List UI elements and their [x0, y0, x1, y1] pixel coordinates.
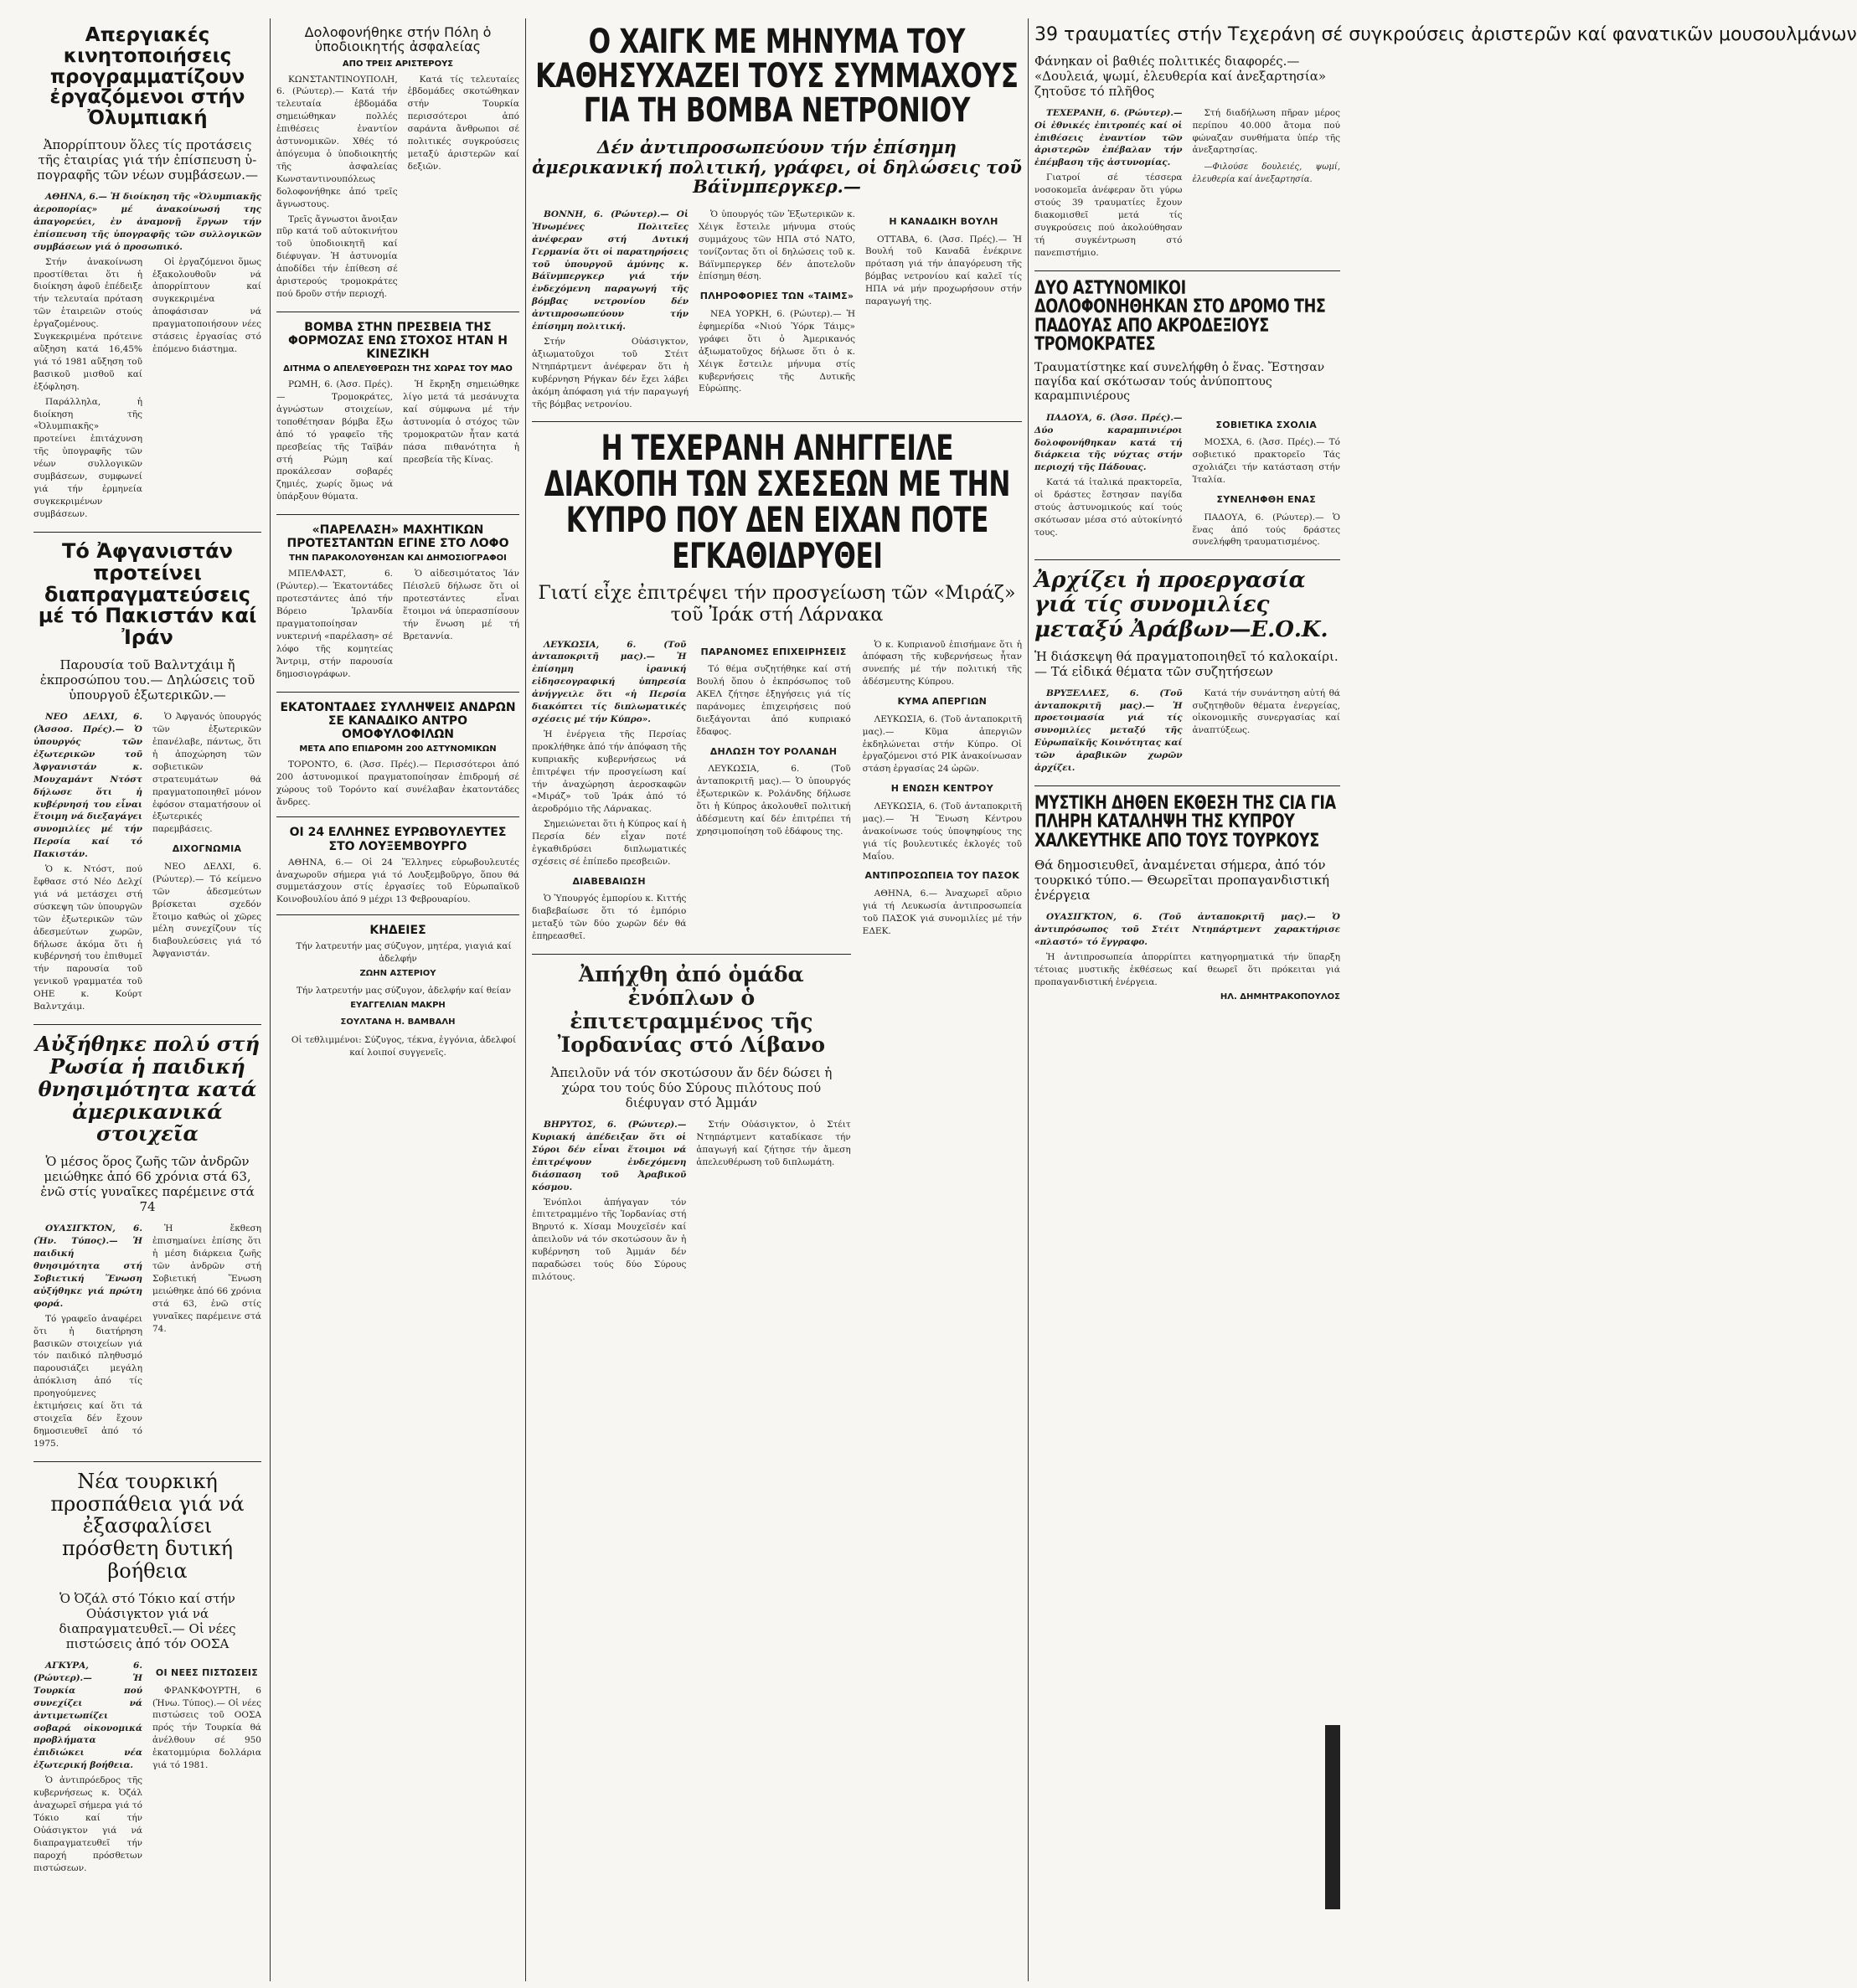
headline-olympic-strikes: Απεργιακές κινητοποιήσεις προγραμματίζουν ἐργαζόμενοι στήν Ὀλυμπιακή: [49, 24, 245, 130]
divider: [34, 1461, 261, 1462]
article-paragraph: Κατά τά ἰταλικά πρακτορεῖα, οἱ δράστες ἔστησαν παγίδα στούς ἀστυνομικούς καί τούς σκότωσαν μέσα στό αὐτοκίνητό τους.: [1034, 477, 1183, 538]
center-section: [532, 25, 1022, 1976]
divider: [532, 954, 851, 955]
section-subhead: ΠΑΡΑΝΟΜΕΣ ΕΠΙΧΕΙΡΗΣΕΙΣ: [700, 646, 847, 657]
article-paragraph: ΝΕΟ ΔΕΛΧΙ, 6. (Ρώυτερ).— Τό κείμενο τῶν ἀδεσμεύτων βρίσκεται σχεδόν ἕτοιμο καθώς οἱ χῶρες μέλη συνεχίζουν τίς διαβουλεύσεις γιά τό Ἀφγανιστάν.: [152, 861, 261, 960]
article-lead: ΑΘΗΝΑ, 6.— Ἡ διοίκηση τῆς «Ὀλυμπιακῆς ἀεροπορίας» μέ ἀνακοίνωσή της ἀπαγορεύει, ἐν ἀναμονῇ ἔργων τήν ἐπίσπευση τῆς ὑπογραφῆς τῶν συλλογικῶν συμβάσεων γιά ὁ προσωπικό.: [34, 192, 261, 252]
article-lead: ΠΑΔΟΥΑ, 6. (Ἀσσ. Πρές).— Δύο καραμπινιέροι δολοφονήθηκαν κατά τή διάρκεια τῆς νύχτας στήν περιοχή τῆς Πάδουας.: [1034, 412, 1183, 473]
subheadline-istanbul: ΑΠΟ ΤΡΕΙΣ ΑΡΙΣΤΕΡΟΥΣ: [342, 59, 454, 69]
page-edge-shadow: [1325, 1725, 1340, 1909]
article-tehran-clashes: [1034, 107, 1340, 262]
section-subhead: ΚΥΜΑ ΑΠΕΡΓΙΩΝ: [897, 696, 988, 708]
section-subhead: ΑΝΤΙΠΡΟΣΩΠΕΙΑ ΤΟΥ ΠΑΣΟΚ: [864, 870, 1020, 882]
funeral-name: ΖΩΗΝ ΑΣΤΕΡΙΟΥ: [359, 969, 436, 979]
article-lead: ΝΕΟ ΔΕΛΧΙ, 6. (Ἀσσοσ. Πρές).— Ὁ ὑπουργός τῶν ἐξωτερικῶν τοῦ Ἀφγανιστάν κ. Μουχαμάντ Ντόστ δήλωσε ὅτι ἡ κυβέρνησή του εἶναι ἕτοιμη νά διεξαγάγει συνομιλίες μέ τήν Περσία καί τό Πακιστάν.: [34, 712, 142, 860]
article-paragraph: ΚΩΝΣΤΑΝΤΙΝΟΥΠΟΛΗ, 6. (Ρώυτερ).— Κατά τήν τελευταία ἐβδομάδα σημειώθηκαν πολλές ἐπιθέσεις ἐναντίον ἀστυνομικῶν. Χθές τό ἀπόγευμα ὁ ὑποδιοικητής τῆς ἀσφαλείας Κωνσταντινουπόλεως δολοφονήθηκε ἀπό τρεῖς ἄγνωστους.: [276, 74, 398, 209]
article-russia: [34, 1223, 261, 1452]
article-paragraph: Κατά τίς τελευταίες ἑβδομάδες σκοτώθηκαν στήν Τουρκία περισσότεροι ἀπό σαράντα ἄνθρωποι σέ πολιτικές συγκρούσεις μεταξύ ἀριστερῶν καί δεξιῶν.: [407, 74, 519, 172]
funeral-name: ΣΟΥΛΤΑΝΑ Η. ΒΑΜΒΑΛΗ: [340, 1017, 456, 1027]
article-paragraph: ΛΕΥΚΩΣΙΑ, 6. (Τοῦ ἀνταποκριτῆ μας).— Ὁ ὑπουργός ἐξωτερικῶν κ. Ρολάνδης δήλωσε ὅτι ἡ Κύπρος ἀκολουθεῖ πολιτική ἀδέσμευτη καί δέν ἐπιτρέπει τή χρησιμοποίηση τοῦ ἐδάφους της.: [696, 764, 851, 837]
article-paragraph: ΑΘΗΝΑ, 6.— Οἱ 24 Ἕλληνες εὐρωβουλευτές ἀναχωροῦν σήμερα γιά τό Λουξεμβοῦργο, ὅπου θά συμμετάσχουν στίς ἐργασίες τοῦ Εὐρωπαϊκοῦ Κοινοβουλίου ἀπό 9 μέχρι 13 Φεβρουαρίου.: [276, 857, 519, 905]
section-subhead: ΔΙΧΟΓΝΩΜΙΑ: [172, 843, 242, 855]
article-paragraph: Στήν ἀνακοίνωση προστίθεται ὅτι ἡ διοίκηση ἀφοῦ ἐπέδειξε τήν τελευταία πρόταση τῶν ἑταιρειῶν στούς ἐργαζομένους. Συγκεκριμένα πρότεινε αὔξηση κατά 16,45% γιά τό 1981 αὔξηση τοῦ βασικοῦ μισθοῦ καί ἐξόφληση.: [34, 256, 142, 392]
article-haig: [532, 209, 1022, 414]
article-paragraph: ΛΕΥΚΩΣΙΑ, 6. (Τοῦ ἀνταποκριτῆ μας).— Κῦμα ἀπεργιῶν ἐκδηλώνεται στήν Κύπρο. Οἱ ἐργαζόμενοι στό ΡΙΚ ἀνακοίνωσαν στάση ἐργασίας 24 ὡρῶν.: [862, 713, 1022, 775]
funeral-name: ΕΥΑΓΓΕΛΙΑΝ ΜΑΚΡΗ: [350, 1001, 446, 1011]
headline-toronto-arrests: ΕΚΑΤΟΝΤΑΔΕΣ ΣΥΛΛΗΨΕΙΣ ΑΝΔΡΩΝ ΣΕ ΚΑΝΑΔΙΚΟ ΑΝΤΡΟ ΟΜΟΦΥΛΟΦΙΛΩΝ: [280, 700, 516, 741]
article-paragraph: Ὁ ἀντιπρόεδρος τῆς κυβερνήσεως κ. Ὀζάλ ἀναχωρεῖ σήμερα γιά τό Τόκιο καί τήν Οὐάσιγκτον γιά νά διαπραγματευθεῖ τήν παροχή πρόσθετων πιστώσεων.: [34, 1775, 142, 1873]
headline-arab-eec: Ἀρχίζει ἡ προεργασία γιά τίς συνομιλίες μεταξύ Ἀράβων—Ε.Ο.Κ.: [1034, 568, 1328, 642]
headline-tehran-clashes: 39 τραυματίες στήν Τεχεράνη σέ συγκρούσεις ἀριστερῶν καί φανατικῶν μουσουλμάνων: [1034, 24, 1857, 45]
article-paragraph: Παράλληλα, ἡ διοίκηση τῆς «Ὀλυμπιακῆς» προτείνει ἐπιτάχυνση τῆς ὑπογραφῆς τῶν νέων συλλογικῶν συμβάσεων, συμφωνεί γιά τήν ἐρμηνεία συγκεκριμένων συμβάσεων.: [34, 396, 142, 519]
article-paragraph: Τρεῖς ἄγνωστοι ἄνοιξαν πῦρ κατά τοῦ αὐτοκινήτου τοῦ ὑποδιοικητῆ καί διέφυγαν. Ἡ ἀστυνομία ἀποδίδει τήν ἐπίθεση σέ ἀριστερούς τρομοκράτες πού δροῦν στήν περιοχή.: [276, 214, 398, 299]
divider: [532, 421, 1022, 422]
article-paragraph: Κατά τήν συνάντηση αὐτή θά συζητηθοῦν θέματα ἐνεργείας, οἰκονομικῆς συνεργασίας καί ἀναπτύξεως.: [1192, 688, 1340, 736]
article-paragraph: Ὁ Ὑπουργός ἐμπορίου κ. Κιττής διαβεβαίωσε ὅτι τό ἐμπόριο μεταξύ τῶν δύο χωρῶν δέν θά ἐπηρεασθεῖ.: [532, 894, 687, 942]
divider: [276, 816, 519, 817]
article-paragraph: ΜΟΣΧΑ, 6. (Ἀσσ. Πρές).— Τό σοβιετικό πρακτορεῖο Τάς σχολιάζει τήν κατάσταση στήν Ἰταλία.: [1192, 437, 1340, 486]
column-rule: [1028, 18, 1029, 1981]
subheadline-tehran-clashes: Φάνηκαν οἱ βαθιές πολιτικές διαφορές.— «Δουλειά, ψωμί, ἐλευθερία καί ἀνεξαρτησία» ζητοῦσε τό πλῆθος: [1034, 53, 1327, 99]
article-paragraph: ΟΤΤΑΒΑ, 6. (Ἀσσ. Πρές).— Ἡ Βουλή τοῦ Καναδᾶ ἐνέκρινε πρόταση γιά τήν ἀπαγόρευση τῆς βόμβας νετρονίου καί καλεῖ τίς ΗΠΑ νά μήν προχωρήσουν στήν παραγωγή της.: [865, 234, 1022, 307]
headline-cia-report: ΜΥΣΤΙΚΗ ΔΗΘΕΝ ΕΚΘΕΣΗ ΤΗΣ CIA ΓΙΑ ΠΛΗΡΗ ΚΑΤΑΛΗΨΗ ΤΗΣ ΚΥΠΡΟΥ ΧΑΛΚΕΥΤΗΚΕ ΑΠΟ ΤΟΥΣ ΤΟΥΡΚΟΥΣ: [1034, 793, 1336, 852]
article-lead: ΒΗΡΥΤΟΣ, 6. (Ρώυτερ).— Κυριακή ἀπέδειξαν ὅτι οἱ Σύροι δέν εἶναι ἕτοιμοι νά ἐπιτρέψουν ἐνδεχόμενη διάσπαση τοῦ Ἀραβικοῦ κόσμου.: [532, 1120, 687, 1192]
section-subhead: ΣΥΝΕΛΗΦΘΗ ΕΝΑΣ: [1216, 494, 1317, 505]
article-paragraph: ΑΘΗΝΑ, 6.— Ἀναχωρεῖ αὔριο γιά τή Λευκωσία ἀντιπροσωπεία τοῦ ΠΑΣΟΚ γιά συνομιλίες μέ τήν ΕΔΕΚ.: [862, 888, 1022, 936]
article-lead: ΒΟΝΝΗ, 6. (Ρώυτερ).— Οἱ Ἡνωμένες Πολιτεῖες ἀνέφεραν στή Δυτική Γερμανία ὅτι οἱ παρατηρήσεις τοῦ ὑπουργοῦ ἀμύνης κ. Βάϊνμπεργκερ γιά τήν ἐνδεχόμενη παραγωγή τῆς βόμβας νετρονίου δέν ἀντιπροσωπεύουν τήν ἐπίσημη πολιτική.: [532, 209, 689, 332]
subheadline-padua: Τραυματίστηκε καί συνελήφθη ὁ ἕνας. Ἔστησαν παγίδα καί σκότωσαν τούς ἀνύποπτους καραμπινιέρους: [1034, 361, 1325, 403]
subheadline-arab-eec: Ἡ διάσκεψη θά πραγματοποιηθεῖ τό καλοκαίρι.— Τά εἰδικά θέματα τῶν συζητήσεων: [1034, 648, 1339, 679]
article-olympic: [34, 191, 261, 523]
article-paragraph: Ὁ ὑπουργός τῶν Ἐξωτερικῶν κ. Χέιγκ ἔστειλε μήνυμα στούς συμμάχους τῶν ΗΠΑ στό ΝΑΤΟ, τονίζοντας ὅτι οἱ δηλώσεις τοῦ κ. Βάϊνμπεργκερ δέν ἀποτελοῦν ἐπίσημη θέση.: [699, 209, 855, 282]
article-formosa: [276, 379, 519, 506]
column-rule: [270, 18, 271, 1981]
article-euro-mps: [276, 857, 519, 907]
article-paragraph: ΝΕΑ ΥΟΡΚΗ, 6. (Ρώυτερ).— Ἡ ἐφημερίδα «Νιού Ὑόρκ Τάιμς» γράφει ὅτι ὁ Ἀμερικανός ἀξιωματοῦχος δήλωσε ὅτι ὁ κ. Χέιγκ ἔστειλε μήνυμα στίς κυβερνήσεις τῆς Δυτικῆς Εὐρώπης.: [699, 308, 855, 394]
article-paragraph: ΦΡΑΝΚΦΟΥΡΤΗ, 6 (Ἡνω. Τύπος).— Οἱ νέες πιστώσεις τοῦ ΟΟΣΑ πρός τήν Τουρκία θά ἀνέλθουν σέ 950 ἑκατομμύρια δολλάρια γιά τό 1981.: [152, 1685, 261, 1771]
subheadline-formosa: ΔΙΤΗΜΑ Ο ΑΠΕΛΕΥΘΕΡΩΣΗ ΤΗΣ ΧΩΡΑΣ ΤΟΥ ΜΑΟ: [283, 364, 513, 374]
divider: [1034, 559, 1340, 560]
headline-turkey-aid: Νέα τουρκική προσπάθεια γιά νά ἐξασφαλίσει πρόσθετη δυτική βοήθεια: [50, 1469, 245, 1584]
subheadline-toronto: ΜΕΤΑ ΑΠΟ ΕΠΙΔΡΟΜΗ 200 ΑΣΤΥΝΟΜΙΚΩΝ: [299, 744, 497, 754]
article-paragraph: ΡΩΜΗ, 6. (Ἀσσ. Πρές).— Τρομοκράτες, ἀγνώστων στοιχείων, τοποθέτησαν βόμβα ἔξω ἀπό τό γραφεῖο τῆς πρεσβείας τῆς Ταϊβάν στή Ρώμη καί προκάλεσαν σοβαρές ζημιές, χωρίς ὅμως νά ὑπάρξουν θύματα.: [276, 379, 393, 502]
headline-afghanistan: Τό Ἀφγανιστάν προτείνει διαπραγματεύσεις μέ τό Πακιστάν καί Ἰράν: [38, 538, 257, 650]
divider: [276, 514, 519, 515]
article-cyprus-side: [863, 639, 1022, 1286]
article-istanbul: [276, 74, 519, 303]
subheadline-olympic: Ἀπορρίπτουν ὅλες τίς προτάσεις τῆς ἑταιρίας γιά τήν ἐπίσπευση ὑ-πογραφῆς τῶν νέων συμβάσεων.—: [37, 137, 258, 183]
headline-padua-police: ΔΥΟ ΑΣΤΥΝΟΜΙΚΟΙ ΔΟΛΟΦΟΝΗΘΗΚΑΝ ΣΤΟ ΔΡΟΜΟ ΤΗΣ ΠΑΔΟΥΑΣ ΑΠΟ ΑΚΡΟΔΕΞΙΟΥΣ ΤΡΟΜΟΚΡΑΤΕΣ: [1034, 277, 1326, 355]
subheadline-haig: Δέν ἀντιπροσωπεύουν τήν ἐπίσημη ἀμερικανική πολιτική, γράφει, οἱ δηλώσεις τοῦ Βάϊνμπεργκερ.—: [532, 136, 1022, 198]
headline-jordan-diplomat: Ἀπήχθη ἀπό ὁμάδα ἐνόπλων ὁ ἐπιτετραμμένος τῆς Ἰορδανίας στό Λίβανο: [557, 962, 826, 1058]
section-subhead: ΣΟΒΙΕΤΙΚΑ ΣΧΟΛΙΑ: [1215, 419, 1318, 430]
column-rule: [525, 18, 526, 1981]
article-tehran: [532, 639, 851, 1286]
subheadline-cia: Θά δημοσιευθεῖ, ἀναμένεται σήμερα, ἀπό τόν τουρκικό τύπο.— Θεωρεῖται προπαγανδιστική ἐνέργεια: [1034, 858, 1329, 904]
banner-tehran-cyprus: Η ΤΕΧΕΡΑΝΗ ΑΝΗΓΓΕΙΛΕ ΔΙΑΚΟΠΗ ΤΩΝ ΣΧΕΣΕΩΝ ΜΕ ΤΗΝ ΚΥΠΡΟ ΠΟΥ ΔΕΝ ΕΙΧΑΝ ΠΟΤΕ ΕΓΚΑΘΙΔΡΥΘΕΙ: [544, 427, 1010, 576]
subheadline-russia: Ὁ μέσος ὅρος ζωῆς τῶν ἀνδρῶν μειώθηκε ἀπό 66 χρόνια στά 63, ἐνῶ στίς γυναῖκες παρέμεινε στά 74: [40, 1154, 255, 1215]
section-subhead: ΠΛΗΡΟΦΟΡΙΕΣ ΤΩΝ «ΤΑΙΜΣ»: [699, 291, 854, 302]
column-1: [34, 25, 261, 1976]
subheadline-afghanistan: Παρουσία τοῦ Βαλντχάιμ ἤ ἐκπροσώπου του.— Δηλώσεις τοῦ ὑπουργοῦ ἐξωτερικῶν.—: [39, 657, 255, 703]
article-paragraph: Ὁ κ. Ντόστ, πού ἔφθασε στό Νέο Δελχί γιά νά μετάσχει στή σύσκεψη τῶν ὑπουργῶν τῶν ἐξωτερικῶν τῶν ἀδεσμεύτων χωρῶν, δήλωσε ἀκόμα ὅτι ἡ κυβέρνησή του ἐπιθυμεῖ τήν παρουσία τοῦ γενικοῦ γραμματέα τοῦ ΟΗΕ κ. Κούρτ Βαλντχάιμ.: [34, 864, 142, 1012]
article-padua: [1034, 412, 1340, 552]
article-afghanistan: [34, 711, 261, 1016]
column-right: [1034, 24, 1857, 1976]
article-paragraph: Ἐνόπλοι ἀπήγαγαν τόν ἐπιτετραμμένο τῆς Ἰορδανίας στή Βηρυτό κ. Χίσαμ Μουχεϊσέν καί ἀπειλοῦν νά τόν σκοτώσουν ἄν ἡ κυβέρνηση τοῦ Ἀμμάν δέν παραδώσει τούς δύο Σύρους πιλότους.: [532, 1197, 687, 1282]
article-paragraph: Ἡ ἐνέργεια τῆς Περσίας προκλήθηκε ἀπό τήν ἀπόφαση τῆς κυπριακῆς κυβερνήσεως νά ἐπιτρέψει τήν προσγείωση καί τήν ἀναχώρηση ἀεροσκαφῶν «Μιράζ» τοῦ Ἰράκ ἀπό τό ἀεροδρόμιο τῆς Λάρνακας.: [532, 729, 687, 815]
funeral-notices: [276, 940, 519, 1058]
article-paragraph: Γιατροί σέ τέσσερα νοσοκομεῖα ἀνέφεραν ὅτι γύρω στούς 39 τραυματίες ἔχουν διακομισθεῖ μετά τίς συγκρούσεις πού ἀκολούθησαν τή συγκέντρωση στό πανεπιστήμιο.: [1034, 173, 1183, 258]
headline-istanbul-murder: Δολοφονήθηκε στήν Πόλη ὁ ὑποδιοικητής ἀσφαλείας: [304, 24, 492, 55]
section-subhead: ΔΙΑΒΕΒΑΙΩΣΗ: [572, 875, 646, 887]
headline-russia-mortality: Αὐξήθηκε πολύ στή Ρωσία ἡ παιδική θνησιμότητα κατά ἀμερικανικά στοιχεῖα: [34, 1031, 260, 1146]
article-lead: ΟΥΑΣΙΓΚΤΟΝ, 6. (Τοῦ ἀνταποκριτῆ μας).— Ὁ ἀντιπρόσωπος τοῦ Στέιτ Ντηπάρτμεντ χαρακτήρισε «πλαστό» τό ἔγγραφο.: [1034, 912, 1340, 948]
article-paragraph: ΤΟΡΟΝΤΟ, 6. (Ἀσσ. Πρές).— Περισσότεροι ἀπό 200 ἀστυνομικοί πραγματοποίησαν ἐπιδρομή σέ χώρους τοῦ Τορόντο καί συνέλαβαν ἑκατοντάδες ἄνδρες.: [276, 759, 519, 807]
headline-formosa-bomb: ΒΟΜΒΑ ΣΤΗΝ ΠΡΕΣΒΕΙΑ ΤΗΣ ΦΟΡΜΟΖΑΣ ΕΝΩ ΣΤΟΧΟΣ ΗΤΑΝ Η ΚΙΝΕΖΙΚΗ: [288, 320, 508, 362]
article-lead: ΤΕΧΕΡΑΝΗ, 6. (Ρώυτερ).— Οἱ ἐθνικές ἐπιτροπές καί οἱ ἐπιθέσεις ἐναντίον τῶν ἀριστερῶν ἐπέβαλαν τήν ἐπέμβαση τῆς ἀστυνομίας.: [1034, 107, 1183, 168]
divider: [1034, 785, 1340, 786]
section-subhead: ΟΙ ΝΕΕΣ ΠΙΣΤΩΣΕΙΣ: [155, 1667, 259, 1679]
article-paragraph: Σημειώνεται ὅτι ἡ Κύπρος καί ἡ Περσία δέν εἶχαν ποτέ ἐγκαθιδρύσει διπλωματικές σχέσεις σέ ἐπίπεδο πρεσβειῶν.: [532, 819, 687, 867]
divider: [1034, 270, 1340, 271]
article-lead: ΟΥΑΣΙΓΚΤΟΝ, 6. (Ἡν. Τύπος).— Ἡ παιδική θνησιμότητα στή Σοβιετική Ἕνωση αὐξήθηκε γιά πρώτη φορά.: [34, 1223, 142, 1309]
article-paragraph: Τό θέμα συζητήθηκε καί στή Βουλή ὅπου ὁ ἐκπρόσωπος τοῦ ΑΚΕΛ ζήτησε ἐξηγήσεις γιά τίς παράνομες ἐπιχειρήσεις πού διεξάγονται ἀπό κυπριακό ἔδαφος.: [696, 664, 851, 737]
article-paragraph: Ἡ ἀντιπροσωπεία ἀπορρίπτει κατηγορηματικά τήν ὕπαρξη τέτοιας μυστικῆς ἐκθέσεως καί θεωρεῖ ὅτι πρόκειται γιά προπαγανδιστική ἐνέργεια.: [1034, 952, 1340, 987]
headline-protestant-parade: «ΠΑΡΕΛΑΣΗ» ΜΑΧΗΤΙΚΩΝ ΠΡΟΤΕΣΤΑΝΤΩΝ ΕΓΙΝΕ ΣΤΟ ΛΟΦΟ: [286, 523, 509, 551]
article-paragraph: Ὁ αἰδεσιμότατος Ἰάν Πέισλεϋ δήλωσε ὅτι οἱ προτεστάντες εἶναι ἕτοιμοι νά ὑπερασπίσουν τήν ἕνωση μέ τή Βρεταννία.: [403, 569, 519, 641]
divider: [276, 914, 519, 915]
article-paragraph: Ὁ κ. Κυπριανοῦ ἐπισήμανε ὅτι ἡ ἀπόφαση τῆς κυβερνήσεως ἦταν συνεπής μέ τήν πολιτική τῆς ἀδέσμευτης Κύπρου.: [862, 639, 1022, 688]
divider: [276, 692, 519, 693]
article-paragraph: Ὁ Ἀφγανός ὑπουργός τῶν ἐξωτερικῶν ἐπανέλαβε, πάντως, ὅτι ἡ ἀποχώρηση τῶν σοβιετικῶν στρατευμάτων θά πραγματοποιηθεῖ μόνον ἐφόσον σταματήσουν οἱ ἐξωτερικές παρεμβάσεις.: [152, 712, 261, 835]
article-toronto: [276, 759, 519, 809]
headline-funerals: ΚΗΔΕΙΕΣ: [369, 924, 426, 938]
section-subhead: Η ΕΝΩΣΗ ΚΕΝΤΡΟΥ: [890, 783, 993, 795]
subheadline-turkey: Ὁ Ὀζάλ στό Τόκιο καί στήν Οὐάσιγκτον γιά νά διαπραγματευθεῖ.— Οἱ νέες πιστώσεις ἀπό τόν ΟΟΣΑ: [59, 1591, 236, 1652]
subheadline-jordan: Ἀπειλοῦν νά τόν σκοτώσουν ἄν δέν δώσει ἡ χώρα του τούς δύο Σύρους πιλότους πού διέφυγαν στό Ἀμμάν: [550, 1065, 833, 1111]
article-paragraph: Στή διαδήλωση πῆραν μέρος περίπου 40.000 ἄτομα πού φώναζαν συνθήματα ὑπέρ τῆς ἀνεξαρτησίας.: [1192, 107, 1340, 156]
section-subhead: Η ΚΑΝΑΔΙΚΗ ΒΟΥΛΗ: [889, 215, 998, 227]
article-paragraph: Στήν Οὐάσιγκτον, ὁ Στέιτ Ντηπάρτμεντ καταδίκασε τήν ἀπαγωγή καί ζήτησε τήν ἄμεση ἀπελευθέρωση τοῦ διπλωμάτη.: [696, 1120, 851, 1167]
article-lead: ΒΡΥΞΕΛΛΕΣ, 6. (Τοῦ ἀνταποκριτῆ μας).— Ἡ προετοιμασία γιά τίς συνομιλίες μεταξύ τῆς Εὐρωπαϊκῆς Κοινότητας καί τῶν ἀραβικῶν χωρῶν ἀρχίζει.: [1034, 688, 1183, 774]
article-paragraph: ΠΑΔΟΥΑ, 6. (Ρώυτερ).— Ὁ ἕνας ἀπό τούς δράστες συνελήφθη τραυματισμένος.: [1192, 512, 1340, 548]
article-footer: —Φιλούσε δουλειές, ψωμί, ἐλευθερία καί ἀνεξαρτησία.: [1192, 162, 1340, 184]
article-lead: ΑΓΚΥΡΑ, 6. (Ρώυτερ).— Ἡ Τουρκία πού συνεχίζει νά ἀντιμετωπίζει σοβαρά οἰκονομικά προβλήματα ἐπιδιώκει νέα ἐξωτερική βοήθεια.: [34, 1661, 142, 1771]
divider: [34, 1024, 261, 1025]
subheadline-tehran: Γιατί εἶχε ἐπιτρέψει τήν προσγείωση τῶν «Μιράζ» τοῦ Ἰράκ στή Λάρνακα: [538, 582, 1016, 626]
funeral-text: Τήν λατρευτήν μας σύζυγον, μητέρα, γιαγιά καί ἀδελφήν: [296, 941, 512, 965]
column-2: [276, 25, 519, 1976]
article-lead: ΛΕΥΚΩΣΙΑ, 6. (Τοῦ ἀνταποκριτῆ μας).— Ἡ ἐπίσημη ἰρανική εἰδησεογραφική ὑπηρεσία ἀνήγγειλε ὅτι «ἡ Περσία διακόπτει τίς διπλωματικές σχέσεις μέ τήν Κύπρο».: [532, 639, 687, 724]
funeral-text: Οἱ τεθλιμμένοι: Σύζυγος, τέκνα, ἐγγόνια, ἀδελφοί καί λοιποί συγγενεῖς.: [291, 1034, 517, 1058]
article-turkey: [34, 1660, 261, 1877]
banner-haig-neutron: Ο ΧΑΙΓΚ ΜΕ ΜΗΝΥΜΑ ΤΟΥ ΚΑΘΗΣΥΧΑΖΕΙ ΤΟΥΣ ΣΥΜΜΑΧΟΥΣ ΓΙΑ ΤΗ ΒΟΜΒΑ ΝΕΤΡΟΝΙΟΥ: [535, 23, 1019, 130]
article-cia: [1034, 911, 1340, 1003]
article-paragraph: Τό γραφεῖο ἀναφέρει ὅτι ἡ διατήρηση βασικῶν στοιχείων γιά τόν παιδικό πληθυσμό παρουσιάζει μεγάλη ἀπόκλιση ἀπό τίς προηγούμενες ἐκτιμήσεις καί ὅτι τά στοιχεῖα δέν ἔχουν δημοσιευθεῖ ἀπό τό 1975.: [34, 1313, 142, 1449]
article-paragraph: Στήν Οὐάσιγκτον, ἀξιωματοῦχοι τοῦ Στέιτ Ντηπάρτμεντ ἀνέφεραν ὅτι ἡ κυβέρνηση Ρήγκαν δέν ἔχει λάβει ἀκόμη ἀπόφαση γιά τήν παραγωγή τῆς βόμβας νετρονίου.: [532, 337, 689, 409]
section-subhead: ΔΗΛΩΣΗ ΤΟΥ ΡΟΛΑΝΔΗ: [709, 745, 838, 757]
article-paragraph: Ἡ ἔκρηξη σημειώθηκε λίγο μετά τά μεσάνυχτα καί σύμφωνα μέ τήν ἀστυνομία ὁ στόχος τῶν τρομοκρατῶν ἦταν κατά πάσα πιθανότητα ἡ πρεσβεία τῆς Κίνας.: [403, 379, 519, 465]
headline-euro-mps: ΟΙ 24 ΕΛΛΗΝΕΣ ΕΥΡΩΒΟΥΛΕΥΤΕΣ ΣΤΟ ΛΟΥΞΕΜΒΟΥΡΓΟ: [289, 826, 507, 853]
article-arab-eec: [1034, 688, 1340, 777]
article-protestant: [276, 568, 519, 682]
article-paragraph: Οἱ ἐργαζόμενοι ὅμως ἐξακολουθοῦν νά ἀπορρίπτουν καί συγκεκριμένα ἀποφάσισαν νά πραγματοποιήσουν νέες στάσεις ἐργασίας στό ἑπόμενο διάστημα.: [152, 256, 261, 355]
funeral-text: Τήν λατρευτήν μας σύζυγον, ἀδελφήν καί θείαν: [296, 986, 512, 997]
subheadline-protestant: ΤΗΝ ΠΑΡΑΚΟΛΟΥΘΗΣΑΝ ΚΑΙ ΔΗΜΟΣΙΟΓΡΑΦΟΙ: [289, 554, 507, 564]
divider: [34, 532, 261, 533]
article-paragraph: ΜΠΕΛΦΑΣΤ, 6. (Ρώυτερ).— Ἑκατοντάδες προτεστάντες ἀπό τήν Βόρειο Ἰρλανδία πραγματοποίησαν νυκτερινή «παρέλαση» σέ λόφο τῆς κομητείας Ἄντριμ, στήν παρουσία δημοσιογράφων.: [276, 569, 393, 679]
article-signature: ΗΛ. ΔΗΜΗΤΡΑΚΟΠΟΥΛΟΣ: [1220, 991, 1340, 1002]
article-paragraph: Ἡ ἔκθεση ἐπισημαίνει ἐπίσης ὅτι ἡ μέση διάρκεια ζωῆς τῶν ἀνδρῶν στή Σοβιετική Ἕνωση μειώθηκε ἀπό 66 χρόνια στά 63, ἐνῶ στίς γυναῖκες παρέμεινε στά 74.: [152, 1223, 261, 1334]
article-paragraph: ΛΕΥΚΩΣΙΑ, 6. (Τοῦ ἀνταποκριτῆ μας).— Ἡ Ἕνωση Κέντρου ἀνακοίνωσε τούς ὑποψηφίους της γιά τίς βουλευτικές ἐκλογές τοῦ Μαΐου.: [862, 801, 1022, 862]
